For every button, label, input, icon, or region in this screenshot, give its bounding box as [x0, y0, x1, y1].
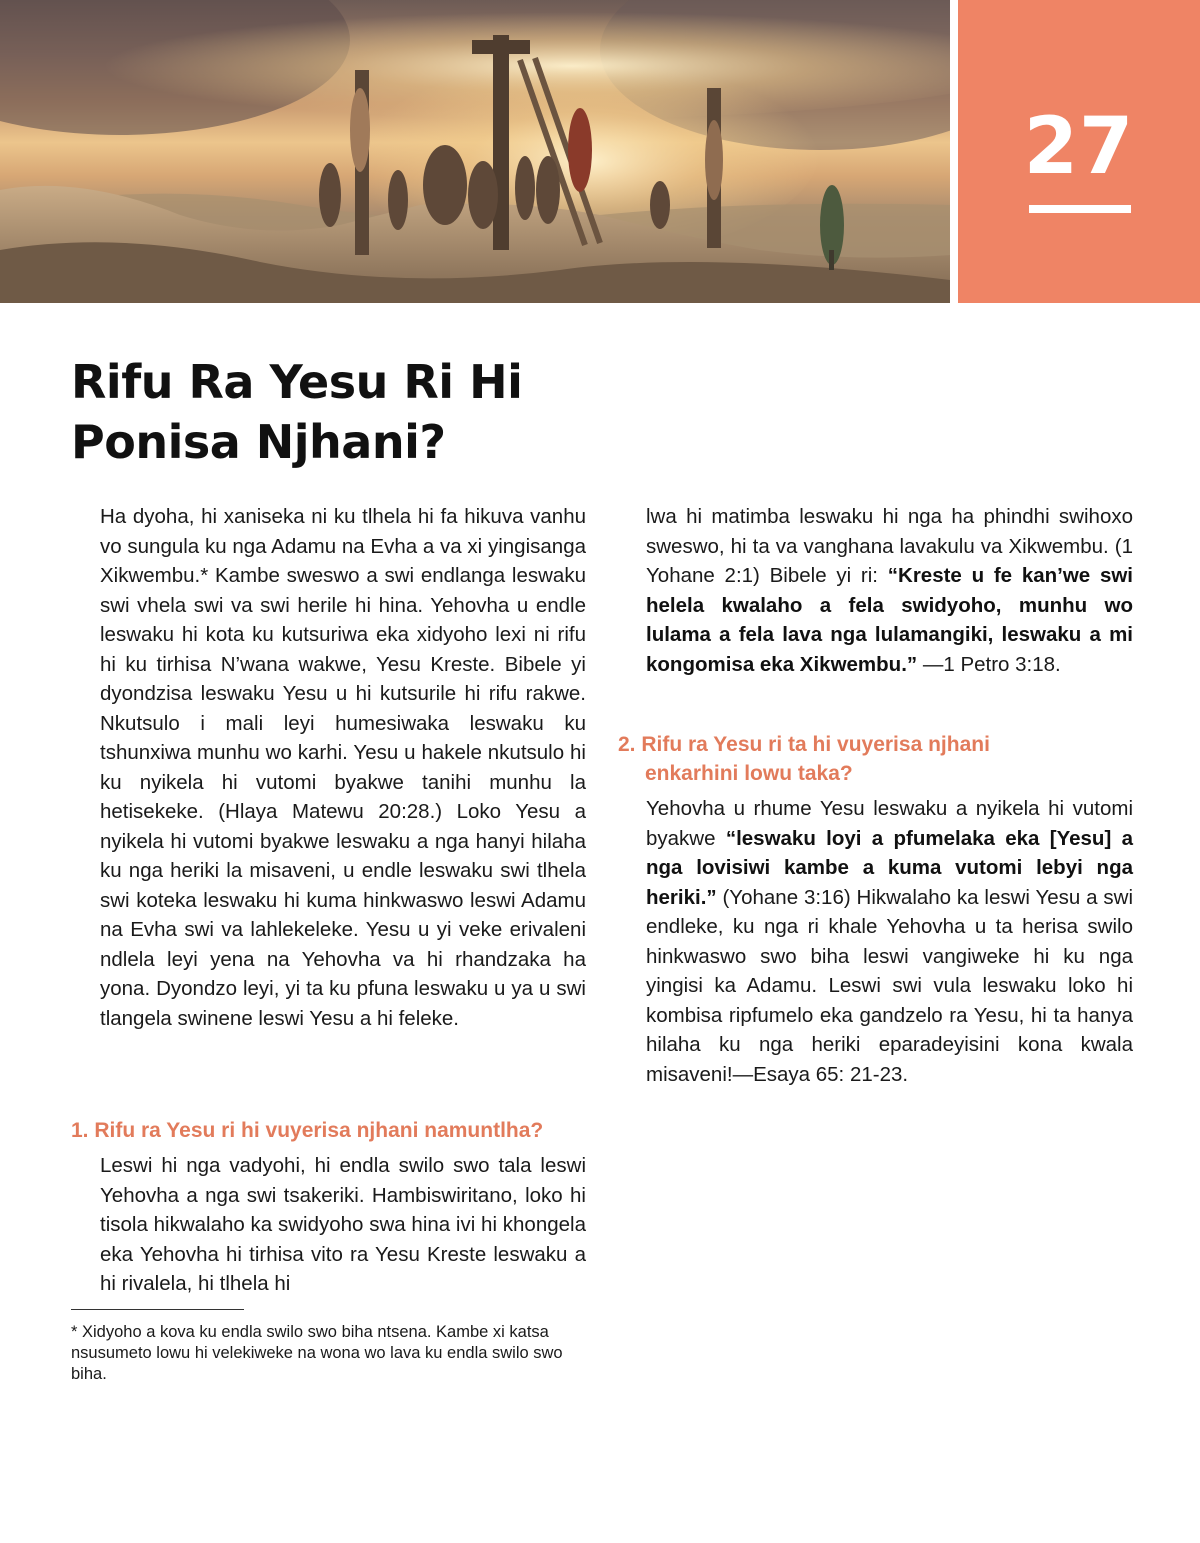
question-2-heading: 2. Rifu ra Yesu ri ta hi vuyerisa njhani enkarhini lowu taka? [618, 733, 990, 785]
question-2-answer-rest: (Yohane 3:16) Hikwalaho ka leswi Yesu a swi endleke, ku nga ri khale Yehovha u ta herisa swilo hinkwaswo swo biha leswi vangiweke hi ku nga yingisi ka Adamu. Leswi swi vula leswaku loko hi kombisa ripfumelo eka gandzelo ra Yesu, hi ta hanya hilaha ku nga heriki eparadeyisini kona kwala misaveni!—Esaya 65: 21-23. [646, 885, 1133, 1086]
page-title-line-1: Rifu Ra Yesu Ri Hi [71, 355, 523, 409]
footnote-divider [71, 1309, 244, 1310]
question-1-heading: 1. Rifu ra Yesu ri hi vuyerisa njhani namuntlha? [71, 1119, 544, 1142]
page-title-line-2: Ponisa Njhani? [71, 415, 446, 469]
question-1-answer-right-text: lwa hi matimba leswaku hi nga ha phindhi swihoxo sweswo, hi ta va vanghana lavakulu va Xikwembu. (1 Yohane 2:1) Bibele yi ri: [646, 505, 1133, 587]
intro-paragraph: Ha dyoha, hi xaniseka ni ku tlhela hi fa hikuva vanhu vo sungula ku nga Adamu na Evha a va xi yingisanga Xikwembu.* Kambe sweswo a swi endlanga leswaku swi vhela swi va swi herile hi hina. Yehovha u endle leswaku hi kota ku kutsuriwa eka xidyoho lexi ni rifu hi ku tirhisa N’wana wakwe, Yesu Kreste. Bibele yi dyondzisa leswaku Yesu u hi kutsurile hi rifu rakwe. Nkutsulo i mali leyi humesiwaka leswaku ku tshunxiwa munhu wo karhi. Yesu u hakele nkutsulo hi ku nyikela hi vutomi byakwe tanihi munhu la hetisekeke. (Hlaya Matewu 20:28.) Loko Yesu a nyikela hi vutomi byakwe leswaku a nga hanyi hilaha ku nga heriki la misaveni, u endle leswaku swi tlhela swi koteka leswaku hi kuma hinkwaswo leswi Adamu na Evha swi va lahlekeleke. Yesu u yi veke erivaleni ndlela leyi yena na Yehovha va hi rhandzaka ha yona. Dyondzo leyi, yi ta ku pfuna leswaku u ya u swi tlangela swinene leswi Yesu a hi feleke. [100, 505, 586, 1030]
chapter-number: 27 [1023, 102, 1135, 192]
question-1-answer-text: Leswi hi nga vadyohi, hi endla swilo swo tala leswi Yehovha a nga swi tsakeriki. Hambiswiritano, loko hi tisola hikwalaho ka swidyoho swa hina ivi hi khongela eka Yehovha hi tirhisa vito ra Yesu Kreste leswaku a hi rivalela, hi tlhela hi [100, 1154, 586, 1295]
scripture-quote-yohane: “leswaku loyi a pfumelaka eka [Yesu] a nga lovisiwi kambe a kuma vutomi lebyi nga heriki.” [646, 826, 1133, 909]
scripture-reference-1-petro: —1 Petro 3:18. [917, 652, 1061, 676]
scripture-quote-1-petro: “Kreste u fe kan’we swi helela kwalaho a fela swidyoho, munhu wo lulama a fela lava nga lulamangiki, leswaku a mi kongomisa eka Xikwembu.” [646, 564, 1133, 676]
crucifixion-scene-image [0, 0, 950, 303]
chapter-number-box [958, 0, 1200, 303]
page-title [71, 352, 771, 472]
question-2-answer-text [646, 794, 1133, 1089]
question-1-answer-continued [646, 502, 1133, 679]
question-2-answer-start: Yehovha u rhume Yesu leswaku a nyikela hi vutomi byakwe [646, 797, 1133, 850]
footnote: * Xidyoho a kova ku endla swilo swo biha ntsena. Kambe xi katsa nsusumeto lowu hi velekiweke na wona wo lava ku endla swilo swo biha. [71, 1323, 563, 1383]
question-1-answer-left [100, 1151, 586, 1299]
right-column [618, 502, 1133, 679]
chapter-underline [1029, 205, 1131, 213]
question-2-answer [646, 794, 1133, 1089]
header-illustration [0, 0, 950, 303]
intro-column [100, 502, 586, 1033]
